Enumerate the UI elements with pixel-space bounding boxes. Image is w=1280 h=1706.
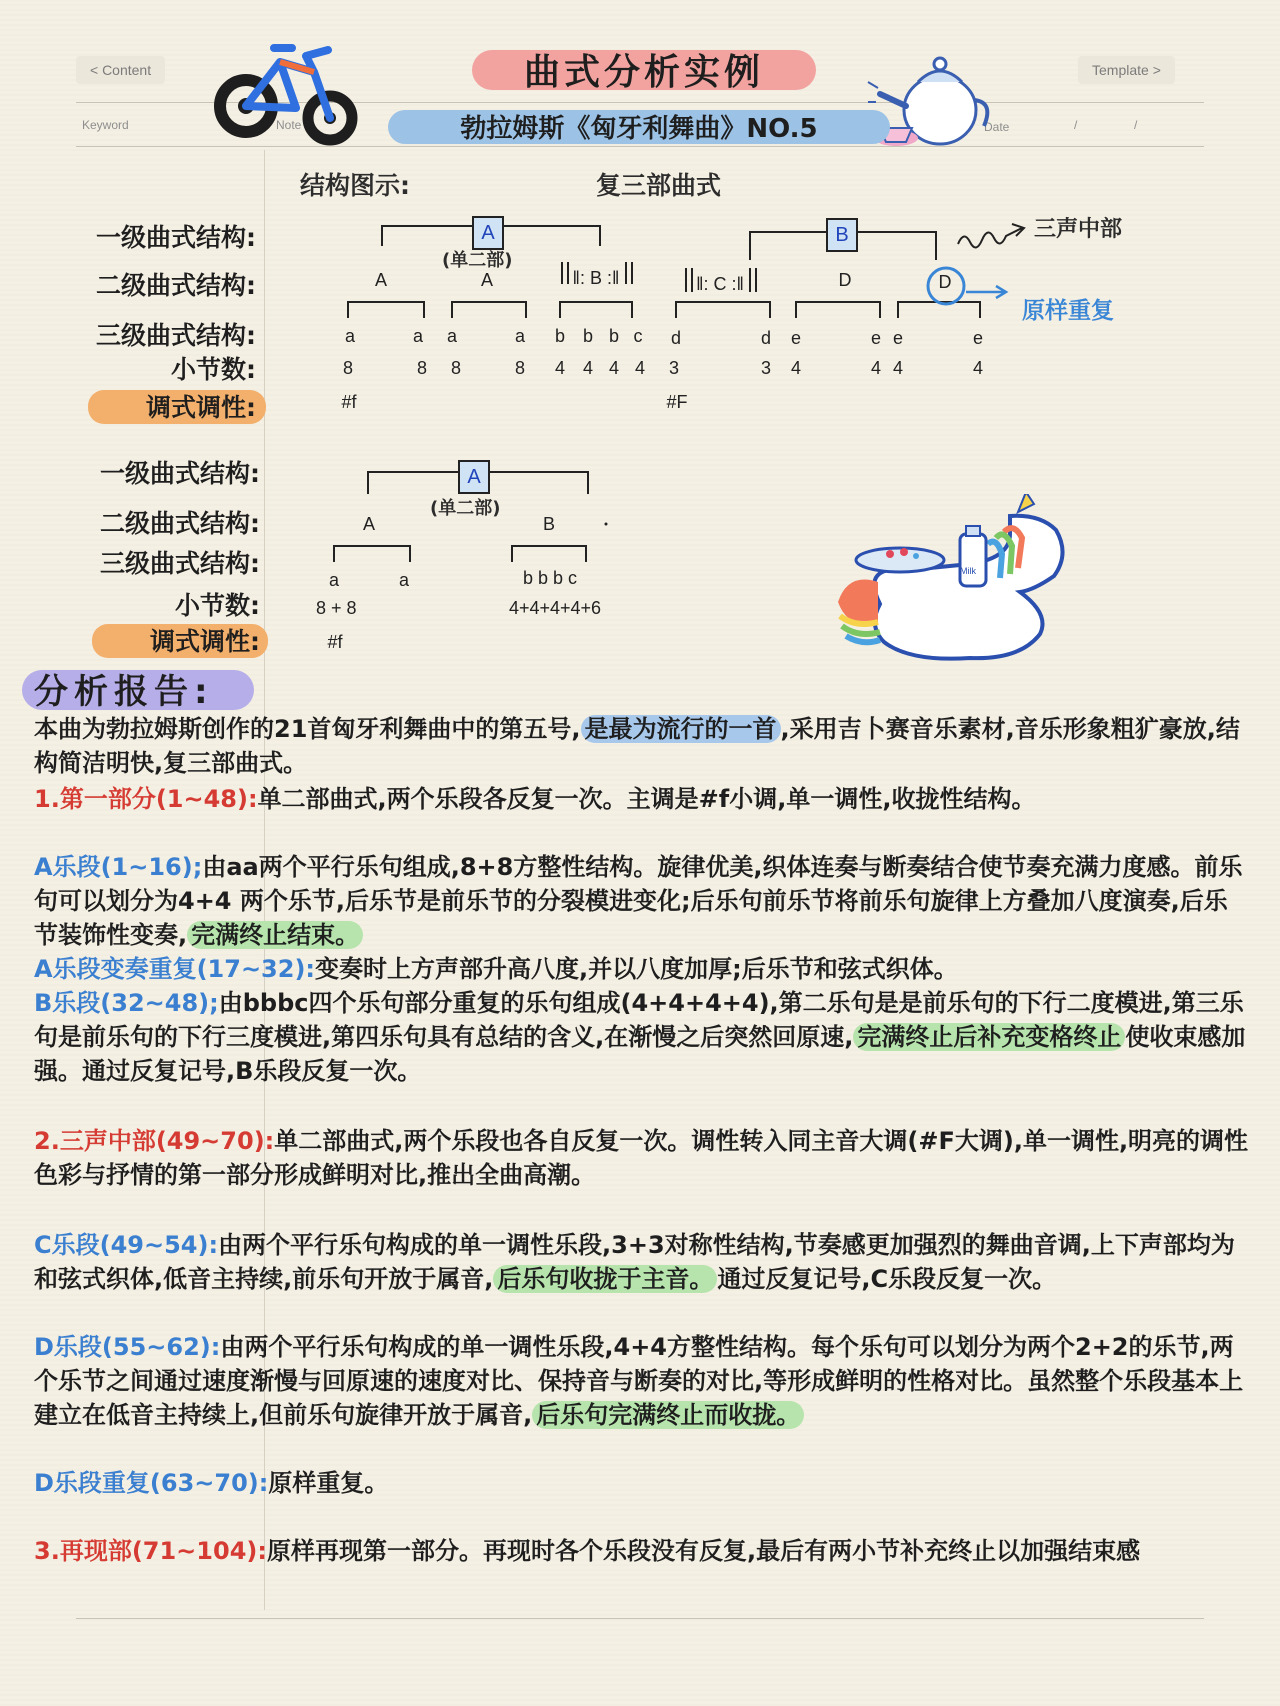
section-d-paragraph bbox=[34, 1330, 1249, 1432]
unicorn-float-icon bbox=[820, 494, 1120, 664]
section-b-paragraph bbox=[34, 986, 1249, 1088]
section-c-heading: C乐段(49~54): bbox=[34, 1231, 219, 1259]
intro-text-2: ,采用吉卜赛音乐素材,音乐形象粗犷豪放,结构简洁明快,复三部曲式。 bbox=[34, 715, 1240, 777]
part2-text: 单二部曲式,两个乐段也各自反复一次。调性转入同主音大调(#F大调),单一调性,明亮的调性色彩与抒情的第一部分形成鲜明对比,推出全曲高潮。 bbox=[34, 1127, 1249, 1189]
section-d-text: 由两个平行乐句构成的单一调性乐段,4+4方整性结构。每个乐句可以划分为两个2+2的乐节,两个乐节之间通过速度渐慢与回原速的速度对比、保持音与断奏的对比,等形成鲜明的性格对比。虽然整个乐段基本上建立在低音主持续上,但前乐句旋律开放于属音, bbox=[34, 1333, 1244, 1429]
section-a-highlight: 完满终止结束。 bbox=[187, 921, 363, 949]
bar-count: 8 bbox=[416, 358, 427, 378]
note-label: Note bbox=[276, 118, 302, 132]
phrase: a bbox=[344, 326, 355, 346]
bar-count: 4 bbox=[972, 358, 983, 378]
part3-heading: 3.再现部(71~104): bbox=[34, 1537, 267, 1565]
phrase: d bbox=[670, 328, 681, 348]
section-d-highlight: 后乐句完满终止而收拢。 bbox=[532, 1401, 804, 1429]
phrase: a bbox=[446, 326, 457, 346]
key-minor: #f bbox=[341, 392, 357, 412]
level2-label: 二级曲式结构: bbox=[96, 271, 256, 300]
section-c-paragraph bbox=[34, 1228, 1249, 1296]
part1-heading: 1.第一部分(1~48): bbox=[34, 785, 258, 813]
section-a-box: A bbox=[472, 216, 504, 250]
phrase: a bbox=[514, 326, 525, 346]
phrase: e bbox=[870, 328, 881, 348]
phrase: b bbox=[582, 326, 593, 346]
section-b-tail: 使收束感加强。通过反复记号,B乐段反复一次。 bbox=[34, 1023, 1246, 1085]
phrase: b bbox=[608, 326, 619, 346]
part1-text: 单二部曲式,两个乐段各反复一次。主调是#f小调,单一调性,收拢性结构。 bbox=[257, 785, 1036, 813]
section-c-highlight: 后乐句收拢于主音。 bbox=[493, 1265, 717, 1293]
section-c-text: 由两个平行乐句构成的单一调性乐段,3+3对称性结构,节奏感更加强烈的舞曲音调,上下声部均为和弦式织体,低音主持续,前乐句开放于属音, bbox=[34, 1231, 1235, 1293]
intro-text: 本曲为勃拉姆斯创作的21首匈牙利舞曲中的第五号, bbox=[34, 715, 581, 743]
bar-count: 3 bbox=[668, 358, 679, 378]
phrase: b b b c bbox=[522, 568, 578, 588]
phrase: e bbox=[790, 328, 801, 348]
content-nav-button[interactable]: < Content bbox=[76, 56, 165, 84]
section-d-heading: D乐段(55~62): bbox=[34, 1333, 221, 1361]
intro-highlight: 是最为流行的一首 bbox=[581, 715, 781, 743]
section-a-box: A bbox=[458, 460, 490, 494]
level1-label: 一级曲式结构: bbox=[100, 459, 260, 488]
form-name: 复三部曲式 bbox=[596, 171, 722, 200]
section-a-repeat-paragraph bbox=[34, 952, 1249, 986]
phrase: a bbox=[398, 570, 409, 590]
date-label: Date bbox=[984, 120, 1010, 134]
key-label: 调式调性: bbox=[150, 627, 260, 656]
level2-label: 二级曲式结构: bbox=[100, 509, 260, 538]
keyword-label: Keyword bbox=[82, 118, 129, 132]
bar-count: 4 bbox=[634, 358, 645, 378]
bar-count: 4 bbox=[870, 358, 881, 378]
section-b-heading: B乐段(32~48); bbox=[34, 989, 219, 1017]
section-a-heading: A乐段(1~16); bbox=[34, 853, 203, 881]
single-binary-note: (单二部) bbox=[442, 250, 513, 271]
section-c-tail: 通过反复记号,C乐段反复一次。 bbox=[717, 1265, 1057, 1293]
bar-count: 8 + 8 bbox=[316, 598, 357, 618]
section-d-repeat-text: 原样重复。 bbox=[268, 1469, 389, 1497]
bar-count: 4 bbox=[608, 358, 619, 378]
section-a-repeat-text: 变奏时上方声部升高八度,并以八度加厚;后乐节和弦式织体。 bbox=[315, 955, 958, 983]
trio-annotation: 三声中部 bbox=[1034, 217, 1123, 242]
section-d-repeat-heading: D乐段重复(63~70): bbox=[34, 1469, 269, 1497]
footer-rule bbox=[76, 1618, 1204, 1619]
level1-label: 一级曲式结构: bbox=[96, 223, 256, 252]
section-b-highlight: 完满终止后补充变格终止 bbox=[853, 1023, 1125, 1051]
level3-label: 三级曲式结构: bbox=[100, 549, 260, 578]
bar-count: 8 bbox=[450, 358, 461, 378]
level2-item: A bbox=[480, 270, 493, 290]
bar-count: 8 bbox=[342, 358, 353, 378]
phrase: d bbox=[760, 328, 771, 348]
bar-count: 3 bbox=[760, 358, 771, 378]
part3-paragraph bbox=[34, 1534, 1249, 1568]
bar-count: 8 bbox=[514, 358, 525, 378]
level2-item: B bbox=[542, 514, 555, 534]
bars-label: 小节数: bbox=[175, 591, 260, 620]
section-d-repeat-paragraph bbox=[34, 1466, 1249, 1500]
repeat-annotation: 原样重复 bbox=[1022, 298, 1114, 324]
key-label: 调式调性: bbox=[146, 393, 256, 422]
part2-heading: 2.三声中部(49~70): bbox=[34, 1127, 275, 1155]
diagram-heading: 结构图示: bbox=[300, 171, 410, 200]
level3-label: 三级曲式结构: bbox=[96, 321, 256, 350]
level2-item: A bbox=[374, 270, 387, 290]
phrase: a bbox=[412, 326, 423, 346]
part3-text: 原样再现第一部分。再现时各个乐段没有反复,最后有两小节补充终止以加强结束感 bbox=[266, 1537, 1141, 1565]
section-b-box: B bbox=[826, 218, 858, 252]
date-slash: / bbox=[1074, 118, 1078, 132]
phrase: e bbox=[972, 328, 983, 348]
bar-count: 4+4+4+4+6 bbox=[508, 598, 602, 618]
level2-item: A bbox=[362, 514, 375, 534]
bar-count: 4 bbox=[554, 358, 565, 378]
phrase: b bbox=[554, 326, 565, 346]
intro-paragraph bbox=[34, 712, 1249, 780]
bars-label: 小节数: bbox=[171, 355, 256, 384]
key-minor: #f bbox=[327, 632, 343, 652]
diagram2-brackets bbox=[0, 440, 700, 580]
part2-paragraph bbox=[34, 1124, 1249, 1192]
bar-count: 4 bbox=[790, 358, 801, 378]
part1-paragraph bbox=[34, 782, 1249, 816]
level2-item: ‖: B :‖ bbox=[572, 268, 620, 288]
bar-count: 4 bbox=[892, 358, 903, 378]
section-b-text: 由bbbc四个乐句部分重复的乐句组成(4+4+4+4),第二乐句是是前乐句的下行二度模进,第三乐句是前乐句的下行三度模进,第四乐句具有总结的含义,在渐慢之后突然回原速, bbox=[34, 989, 1244, 1051]
milk-label: Milk bbox=[960, 566, 976, 576]
page-subtitle: 勃拉姆斯《匈牙利舞曲》NO.5 bbox=[460, 114, 818, 144]
phrase: e bbox=[892, 328, 903, 348]
page-title: 曲式分析实例 bbox=[523, 52, 764, 93]
date-slash: / bbox=[1134, 118, 1138, 132]
level2-item: ‖: C :‖ bbox=[696, 274, 744, 294]
single-binary-note: (单二部) bbox=[430, 498, 501, 519]
section-a-repeat-heading: A乐段变奏重复(17~32): bbox=[34, 955, 316, 983]
template-nav-button[interactable]: Template > bbox=[1078, 56, 1175, 84]
level2-item: D bbox=[838, 270, 852, 290]
bar-count: 4 bbox=[582, 358, 593, 378]
section-a-text: 由aa两个平行乐句组成,8+8方整性结构。旋律优美,织体连奏与断奏结合使节奏充满力度感。前乐句可以划分为4+4 两个乐节,后乐节是前乐节的分裂模进变化;后乐句前乐节将前乐句旋律上方叠加八度演奏,后乐节装饰性变奏, bbox=[34, 853, 1243, 949]
phrase: a bbox=[328, 570, 339, 590]
key-major: #F bbox=[666, 392, 688, 412]
phrase: c bbox=[633, 326, 643, 346]
report-title: 分析报告: bbox=[34, 672, 214, 712]
level2-item: D bbox=[938, 272, 952, 292]
section-a-paragraph bbox=[34, 850, 1249, 952]
